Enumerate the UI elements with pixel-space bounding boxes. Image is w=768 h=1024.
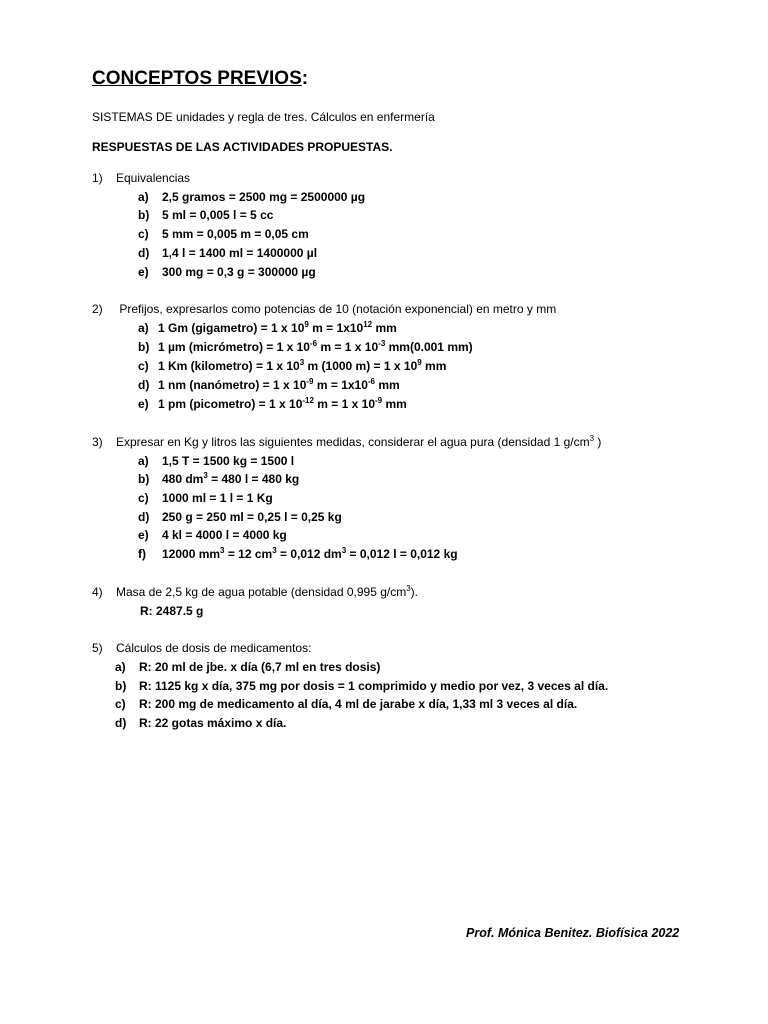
list-item: d) 1,4 l = 1400 ml = 1400000 µl — [138, 246, 318, 260]
answer-text: R: 2487.5 g — [140, 604, 204, 618]
list-item: a) 2,5 gramos = 2500 mg = 2500000 µg — [138, 190, 366, 204]
list-item: b) 480 $dm^3 = 480$ l = 480 kg — [138, 471, 300, 486]
answers-heading: RESPUESTAS DE LAS ACTIVIDADES PROPUESTAS. — [92, 140, 393, 154]
section-4-heading: 4) Masa de 2,5 kg de agua potable (densidad 0,995 $g/cm^3$). — [92, 584, 418, 599]
subtitle: SISTEMAS DE unidades y regla de tres. Cálculos en enfermería — [92, 110, 435, 124]
list-item: f) 12000 $mm^3 = 12$ $cm^3 = 0,012$ $dm^3 = 0,012$ l = 0,012 kg — [138, 546, 458, 561]
list-item: b) 1 µm (micrómetro) = 1 x $10^{-6}$ m = 1 x $10^{-3}$ mm(0.001 mm) — [138, 339, 473, 354]
list-item: c) 5 mm = 0,005 m = 0,05 cm — [138, 227, 309, 241]
section-3-heading: 3) Expresar en Kg y litros las siguientes medidas, considerar el agua pura (densidad 1 $g/cm^3$ ) — [92, 434, 602, 449]
list-item: e) 1 pm (picometro) = 1 x $10^{-12}$ m = 1 x $10^{-9}$ mm — [138, 396, 407, 411]
list-item: a) 1,5 T = 1500 kg = 1500 l — [138, 454, 295, 468]
list-item: e) 4 kl = 4000 l = 4000 kg — [138, 528, 287, 542]
page-title: CONCEPTOS PREVIOS: — [92, 68, 309, 89]
list-item: e) 300 mg = 0,3 g = 300000 µg — [138, 265, 316, 279]
section-2-heading: 2) Prefijos, expresarlos como potencias de 10 (notación exponencial) en metro y mm — [92, 302, 557, 316]
list-item: d) 250 g = 250 ml = 0,25 l = 0,25 kg — [138, 510, 342, 524]
footer-signature: Prof. Mónica Benitez. Biofísica 2022 — [466, 926, 680, 940]
list-item: d) 1 nm (nanómetro) = 1 x $10^{-9}$ $m = 1x10^{-6}$ mm — [138, 377, 400, 392]
section-1-heading: 1) Equivalencias — [92, 171, 191, 185]
section-5-heading: 5) Cálculos de dosis de medicamentos: — [92, 641, 312, 655]
list-item: a) R: 20 ml de jbe. x día (6,7 ml en tres dosis) — [115, 660, 381, 674]
list-item: c) 1 Km (kilometro) = 1 x $10^3$ m (1000 m) = 1 x $10^9$ mm — [138, 358, 447, 373]
list-item: b) 5 ml = 0,005 l = 5 cc — [138, 208, 274, 222]
list-item: d) R: 22 gotas máximo x día. — [115, 716, 287, 730]
list-item: c) 1000 ml = 1 l = 1 Kg — [138, 491, 273, 505]
list-item: c) R: 200 mg de medicamento al día, 4 ml de jarabe x día, 1,33 ml 3 veces al día. — [115, 697, 578, 711]
list-item: b) R: 1125 kg x día, 375 mg por dosis = 1 comprimido y medio por vez, 3 veces al día. — [115, 679, 609, 693]
list-item: a) 1 Gm (gigametro) = 1 x $10^9$ $m = 1x10^{12}$ mm — [138, 320, 397, 335]
